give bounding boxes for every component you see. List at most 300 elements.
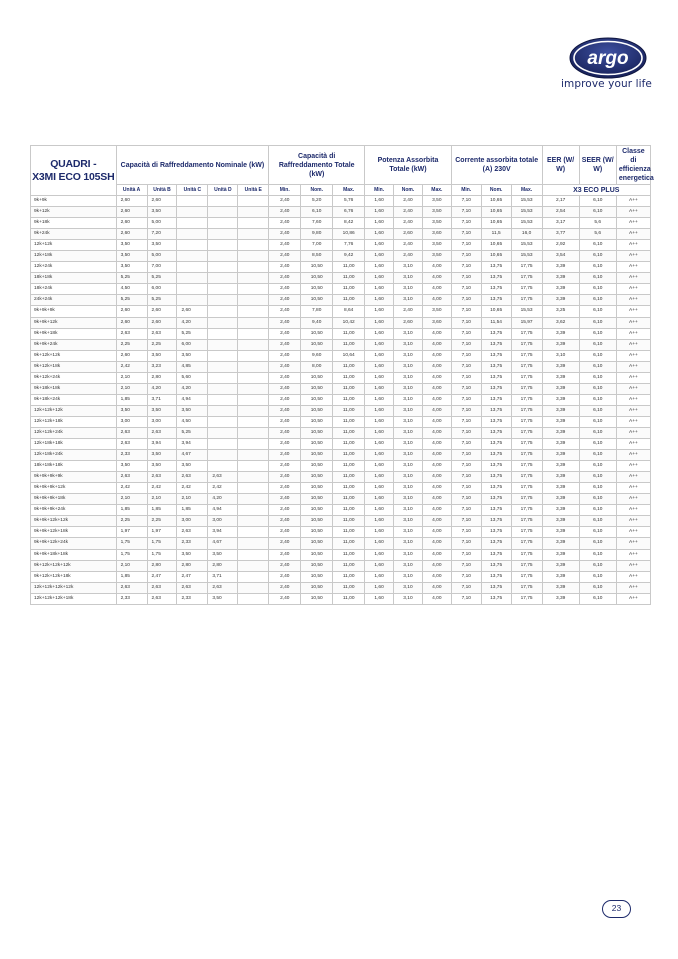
table-cell: 5,76 bbox=[333, 196, 365, 207]
table-cell: 11,00 bbox=[333, 439, 365, 450]
table-cell: 3,10 bbox=[394, 350, 423, 361]
header-row-sub bbox=[31, 185, 651, 196]
table-cell: 13,75 bbox=[481, 284, 511, 295]
table-cell: 2,42 bbox=[147, 483, 177, 494]
table-cell: 3,25 bbox=[542, 306, 579, 317]
table-cell: 11,00 bbox=[333, 339, 365, 350]
table-cell: 2,10 bbox=[147, 494, 177, 505]
table-cell: 2,63 bbox=[147, 328, 177, 339]
table-cell: 15,97 bbox=[511, 317, 542, 328]
table-cell: 13,75 bbox=[481, 262, 511, 273]
table-cell: 10,65 bbox=[481, 306, 511, 317]
combination-cell: 12k+12k+12k bbox=[31, 405, 117, 416]
table-cell: 3,39 bbox=[542, 538, 579, 549]
table-cell: 10,50 bbox=[301, 372, 333, 383]
cooling-capacity-total-header: Capacità di Raffreddamento Totale (kW) bbox=[269, 146, 365, 185]
table-row bbox=[31, 450, 651, 461]
table-cell: 2,25 bbox=[147, 339, 177, 350]
table-cell: 2,60 bbox=[394, 229, 423, 240]
table-cell: 17,75 bbox=[511, 549, 542, 560]
table-cell: 2,63 bbox=[116, 439, 147, 450]
table-cell: 10,50 bbox=[301, 483, 333, 494]
header-row-main bbox=[31, 146, 651, 185]
table-cell: 4,00 bbox=[422, 394, 451, 405]
table-cell: 1,60 bbox=[365, 527, 394, 538]
table-cell: 8,50 bbox=[301, 251, 333, 262]
table-cell bbox=[238, 383, 269, 394]
table-row bbox=[31, 416, 651, 427]
table-cell: 4,20 bbox=[177, 383, 208, 394]
table-row bbox=[31, 196, 651, 207]
table-cell: 4,67 bbox=[208, 538, 238, 549]
table-cell: 1,60 bbox=[365, 450, 394, 461]
table-cell: 3,10 bbox=[394, 549, 423, 560]
table-row bbox=[31, 350, 651, 361]
table-cell: 10,50 bbox=[301, 516, 333, 527]
table-cell: 3,50 bbox=[147, 461, 177, 472]
table-cell bbox=[177, 273, 208, 284]
table-cell: A++ bbox=[616, 516, 650, 527]
table-cell: 1,85 bbox=[177, 505, 208, 516]
table-cell: 11,00 bbox=[333, 416, 365, 427]
table-cell: 7,10 bbox=[451, 251, 481, 262]
table-cell: 17,75 bbox=[511, 560, 542, 571]
table-row bbox=[31, 549, 651, 560]
table-cell: 6,10 bbox=[579, 350, 616, 361]
table-cell: 6,10 bbox=[579, 383, 616, 394]
table-cell: 3,10 bbox=[394, 273, 423, 284]
table-cell: 6,10 bbox=[579, 295, 616, 306]
table-cell: 4,20 bbox=[147, 383, 177, 394]
table-cell: 4,00 bbox=[422, 516, 451, 527]
table-cell: 3,39 bbox=[542, 339, 579, 350]
table-cell: 13,75 bbox=[481, 593, 511, 604]
table-cell: 5,25 bbox=[147, 295, 177, 306]
table-cell: 3,10 bbox=[394, 593, 423, 604]
table-cell: 1,60 bbox=[365, 295, 394, 306]
table-cell: 4,50 bbox=[177, 416, 208, 427]
table-cell: 2,40 bbox=[269, 571, 301, 582]
table-cell: 13,75 bbox=[481, 560, 511, 571]
table-cell bbox=[208, 251, 238, 262]
seer-header: SEER (W/ W) bbox=[579, 146, 616, 185]
table-cell: 4,00 bbox=[422, 372, 451, 383]
table-cell: 10,50 bbox=[301, 328, 333, 339]
table-cell: 10,50 bbox=[301, 582, 333, 593]
table-cell: 3,10 bbox=[394, 339, 423, 350]
argo-logo-mark bbox=[568, 35, 648, 81]
table-cell bbox=[238, 582, 269, 593]
table-cell: 1,60 bbox=[365, 505, 394, 516]
table-cell: 1,60 bbox=[365, 516, 394, 527]
combination-cell: 12k+12k+24k bbox=[31, 427, 117, 438]
table-cell: A++ bbox=[616, 262, 650, 273]
table-cell: 6,10 bbox=[579, 251, 616, 262]
table-cell: 2,40 bbox=[394, 306, 423, 317]
table-cell: 11,00 bbox=[333, 516, 365, 527]
table-cell: 1,60 bbox=[365, 427, 394, 438]
table-cell: 2,42 bbox=[208, 483, 238, 494]
table-cell: 2,10 bbox=[116, 372, 147, 383]
table-cell: 6,10 bbox=[579, 372, 616, 383]
sub-header: Unità E bbox=[238, 185, 269, 196]
table-cell: 2,60 bbox=[147, 317, 177, 328]
table-cell: 2,63 bbox=[116, 472, 147, 483]
table-cell: 3,39 bbox=[542, 582, 579, 593]
table-cell: 10,50 bbox=[301, 394, 333, 405]
table-cell: 3,39 bbox=[542, 527, 579, 538]
table-cell: 2,60 bbox=[147, 306, 177, 317]
table-cell: 2,42 bbox=[116, 483, 147, 494]
table-cell: 1,75 bbox=[147, 538, 177, 549]
table-cell: 10,50 bbox=[301, 383, 333, 394]
table-cell bbox=[177, 229, 208, 240]
table-cell: 10,50 bbox=[301, 560, 333, 571]
table-cell: A++ bbox=[616, 306, 650, 317]
table-cell: 1,60 bbox=[365, 339, 394, 350]
table-cell: 5,60 bbox=[177, 372, 208, 383]
table-cell: 3,10 bbox=[394, 394, 423, 405]
table-cell bbox=[238, 262, 269, 273]
table-cell: 2,40 bbox=[269, 372, 301, 383]
table-cell: 2,40 bbox=[269, 240, 301, 251]
table-cell: 2,60 bbox=[116, 207, 147, 218]
table-cell: 10,50 bbox=[301, 405, 333, 416]
table-cell: 13,75 bbox=[481, 383, 511, 394]
table-cell: 4,94 bbox=[177, 394, 208, 405]
table-cell: 2,40 bbox=[269, 582, 301, 593]
table-cell: 6,10 bbox=[579, 461, 616, 472]
table-cell: 7,10 bbox=[451, 560, 481, 571]
table-cell: 3,39 bbox=[542, 394, 579, 405]
table-cell bbox=[208, 394, 238, 405]
table-cell: 4,00 bbox=[422, 439, 451, 450]
table-cell: 6,10 bbox=[579, 284, 616, 295]
table-cell: 4,20 bbox=[208, 494, 238, 505]
sub-header: Unità D bbox=[208, 185, 238, 196]
table-cell: 1,85 bbox=[116, 505, 147, 516]
table-row bbox=[31, 339, 651, 350]
sub-header: Max. bbox=[333, 185, 365, 196]
table-cell: 2,40 bbox=[269, 262, 301, 273]
table-cell bbox=[177, 207, 208, 218]
table-cell: 4,00 bbox=[422, 427, 451, 438]
table-cell: 3,10 bbox=[394, 262, 423, 273]
table-cell: 4,00 bbox=[422, 361, 451, 372]
table-cell: 1,60 bbox=[365, 306, 394, 317]
table-cell: 4,67 bbox=[177, 450, 208, 461]
table-cell: 1,60 bbox=[365, 593, 394, 604]
table-cell: 3,39 bbox=[542, 472, 579, 483]
table-cell: 13,75 bbox=[481, 439, 511, 450]
table-cell: 7,10 bbox=[451, 494, 481, 505]
table-row bbox=[31, 295, 651, 306]
table-cell: 10,50 bbox=[301, 593, 333, 604]
table-cell: 1,60 bbox=[365, 483, 394, 494]
table-cell: 4,00 bbox=[422, 450, 451, 461]
table-cell: 17,75 bbox=[511, 273, 542, 284]
table-cell: 17,75 bbox=[511, 339, 542, 350]
sub-header: Min. bbox=[269, 185, 301, 196]
table-cell: 4,00 bbox=[422, 472, 451, 483]
energy-class-header: Classe di efficienza energetica bbox=[616, 146, 650, 185]
table-cell: 8,42 bbox=[333, 218, 365, 229]
table-cell bbox=[238, 394, 269, 405]
table-cell: 1,60 bbox=[365, 273, 394, 284]
table-cell: 13,75 bbox=[481, 372, 511, 383]
table-cell: 2,40 bbox=[269, 416, 301, 427]
table-cell: 13,75 bbox=[481, 273, 511, 284]
table-cell: 6,10 bbox=[579, 328, 616, 339]
table-cell: 1,60 bbox=[365, 240, 394, 251]
table-cell: 3,50 bbox=[208, 593, 238, 604]
combination-cell: 9k+12k+12k+18k bbox=[31, 571, 117, 582]
table-cell: 3,50 bbox=[422, 306, 451, 317]
table-cell: 7,00 bbox=[147, 262, 177, 273]
table-cell: 4,00 bbox=[422, 416, 451, 427]
table-cell: 2,80 bbox=[147, 560, 177, 571]
table-cell: 9,80 bbox=[301, 229, 333, 240]
table-cell: A++ bbox=[616, 394, 650, 405]
table-cell: 4,00 bbox=[422, 405, 451, 416]
table-cell: 5,25 bbox=[116, 295, 147, 306]
table-cell: A++ bbox=[616, 372, 650, 383]
combination-cell: 12k+12k+12k+18k bbox=[31, 593, 117, 604]
table-row bbox=[31, 273, 651, 284]
table-cell: 2,42 bbox=[116, 361, 147, 372]
table-cell: 3,50 bbox=[177, 549, 208, 560]
table-cell: 6,00 bbox=[147, 284, 177, 295]
table-cell: 2,40 bbox=[269, 251, 301, 262]
table-cell: 6,10 bbox=[579, 273, 616, 284]
table-cell: 17,75 bbox=[511, 439, 542, 450]
table-cell: 13,75 bbox=[481, 472, 511, 483]
table-cell: A++ bbox=[616, 317, 650, 328]
combination-cell: 12k+18k bbox=[31, 251, 117, 262]
table-cell: 7,10 bbox=[451, 483, 481, 494]
table-cell: 3,10 bbox=[394, 427, 423, 438]
table-cell: 13,75 bbox=[481, 571, 511, 582]
table-cell: 2,17 bbox=[542, 196, 579, 207]
table-cell: 2,80 bbox=[208, 560, 238, 571]
table-cell: 3,39 bbox=[542, 416, 579, 427]
table-cell: 6,10 bbox=[579, 361, 616, 372]
table-cell: 10,50 bbox=[301, 295, 333, 306]
table-cell: 6,10 bbox=[579, 196, 616, 207]
table-row bbox=[31, 284, 651, 295]
table-cell: 2,10 bbox=[116, 560, 147, 571]
table-cell: 3,39 bbox=[542, 461, 579, 472]
table-cell bbox=[238, 251, 269, 262]
table-cell: 13,75 bbox=[481, 361, 511, 372]
table-cell bbox=[177, 240, 208, 251]
table-cell: 2,40 bbox=[269, 472, 301, 483]
table-cell: 4,20 bbox=[177, 317, 208, 328]
table-cell: 6,10 bbox=[579, 571, 616, 582]
table-row bbox=[31, 483, 651, 494]
table-cell: 11,00 bbox=[333, 582, 365, 593]
table-cell: 7,10 bbox=[451, 538, 481, 549]
table-cell: 7,10 bbox=[451, 339, 481, 350]
sub-header: Unità C bbox=[177, 185, 208, 196]
table-cell: A++ bbox=[616, 196, 650, 207]
table-cell: 5,25 bbox=[147, 273, 177, 284]
table-cell: 2,40 bbox=[269, 339, 301, 350]
table-cell: 16,0 bbox=[511, 229, 542, 240]
table-cell: 2,40 bbox=[394, 207, 423, 218]
table-cell bbox=[208, 427, 238, 438]
table-cell: 6,10 bbox=[301, 207, 333, 218]
table-cell: 5,6 bbox=[579, 229, 616, 240]
table-cell: 11,00 bbox=[333, 461, 365, 472]
table-cell: 17,75 bbox=[511, 350, 542, 361]
table-cell: A++ bbox=[616, 527, 650, 538]
table-cell bbox=[238, 427, 269, 438]
table-cell: 3,10 bbox=[394, 405, 423, 416]
table-cell: 5,25 bbox=[177, 427, 208, 438]
table-cell: 11,00 bbox=[333, 383, 365, 394]
table-cell: 17,75 bbox=[511, 461, 542, 472]
table-cell: 1,85 bbox=[147, 505, 177, 516]
table-cell bbox=[208, 405, 238, 416]
table-cell: 3,39 bbox=[542, 361, 579, 372]
table-cell: 6,10 bbox=[579, 207, 616, 218]
table-cell: 11,00 bbox=[333, 328, 365, 339]
combination-cell: 9k+12k+12k+12k bbox=[31, 560, 117, 571]
table-cell bbox=[238, 505, 269, 516]
table-cell: 3,50 bbox=[116, 461, 147, 472]
table-cell: 2,10 bbox=[177, 494, 208, 505]
table-cell: 2,40 bbox=[269, 218, 301, 229]
table-cell: 3,60 bbox=[422, 317, 451, 328]
table-cell: 3,10 bbox=[394, 582, 423, 593]
table-cell: 3,39 bbox=[542, 328, 579, 339]
logo-text: argo bbox=[587, 48, 629, 69]
table-cell: 3,77 bbox=[542, 229, 579, 240]
table-row bbox=[31, 516, 651, 527]
table-cell: 6,10 bbox=[579, 427, 616, 438]
table-cell: 17,75 bbox=[511, 593, 542, 604]
sub-header: Nom. bbox=[394, 185, 423, 196]
table-cell: 6,10 bbox=[579, 339, 616, 350]
table-cell: 10,50 bbox=[301, 494, 333, 505]
table-cell: 17,75 bbox=[511, 483, 542, 494]
combination-cell: 12k+24k bbox=[31, 262, 117, 273]
table-cell bbox=[238, 339, 269, 350]
table-cell: 6,10 bbox=[579, 405, 616, 416]
table-row bbox=[31, 593, 651, 604]
table-cell: 3,39 bbox=[542, 483, 579, 494]
table-cell: 4,85 bbox=[177, 361, 208, 372]
table-cell: A++ bbox=[616, 549, 650, 560]
current-absorbed-header: Corrente assorbita totale (A) 230V bbox=[451, 146, 542, 185]
table-cell: 7,10 bbox=[451, 240, 481, 251]
table-cell: 13,75 bbox=[481, 416, 511, 427]
table-cell bbox=[177, 284, 208, 295]
table-cell: 4,00 bbox=[422, 527, 451, 538]
table-cell: 3,39 bbox=[542, 494, 579, 505]
table-cell: 3,50 bbox=[422, 251, 451, 262]
table-cell: 10,50 bbox=[301, 505, 333, 516]
table-cell: 1,60 bbox=[365, 394, 394, 405]
table-cell: 6,10 bbox=[579, 240, 616, 251]
table-cell: 6,10 bbox=[579, 527, 616, 538]
table-cell: 1,60 bbox=[365, 229, 394, 240]
table-cell: 3,10 bbox=[394, 516, 423, 527]
table-cell: 13,75 bbox=[481, 527, 511, 538]
table-cell: 13,75 bbox=[481, 394, 511, 405]
power-absorbed-header: Potenza Assorbita Totale (kW) bbox=[365, 146, 452, 185]
table-cell: 2,54 bbox=[542, 207, 579, 218]
table-cell: 3,10 bbox=[542, 350, 579, 361]
table-cell: 1,60 bbox=[365, 251, 394, 262]
table-cell: 2,40 bbox=[269, 527, 301, 538]
table-cell bbox=[238, 328, 269, 339]
sub-header: Unità B bbox=[147, 185, 177, 196]
table-cell: 2,63 bbox=[147, 427, 177, 438]
table-cell: 2,40 bbox=[269, 439, 301, 450]
table-cell: 2,25 bbox=[116, 339, 147, 350]
table-cell: 4,94 bbox=[208, 505, 238, 516]
combination-cell: 9k+9k bbox=[31, 196, 117, 207]
table-cell: 13,75 bbox=[481, 538, 511, 549]
table-cell: 2,40 bbox=[269, 494, 301, 505]
table-cell: 2,60 bbox=[394, 317, 423, 328]
table-cell: 11,00 bbox=[333, 284, 365, 295]
table-cell: 6,10 bbox=[579, 416, 616, 427]
table-cell: 7,10 bbox=[451, 450, 481, 461]
combination-cell: 9k+9k+9k+9k bbox=[31, 472, 117, 483]
table-cell: 2,47 bbox=[177, 571, 208, 582]
table-cell: 7,10 bbox=[451, 207, 481, 218]
cooling-capacity-nominal-header: Capacità di Raffreddamento Nominale (kW) bbox=[116, 146, 269, 185]
table-cell bbox=[208, 262, 238, 273]
table-cell: A++ bbox=[616, 439, 650, 450]
table-cell: 9,42 bbox=[333, 251, 365, 262]
table-cell: 9,60 bbox=[301, 350, 333, 361]
table-cell: 2,40 bbox=[394, 251, 423, 262]
table-row bbox=[31, 582, 651, 593]
table-cell bbox=[208, 273, 238, 284]
table-cell: 3,50 bbox=[208, 549, 238, 560]
table-cell: 4,00 bbox=[422, 582, 451, 593]
table-cell: 7,10 bbox=[451, 295, 481, 306]
table-cell: 3,10 bbox=[394, 483, 423, 494]
table-cell: 17,75 bbox=[511, 383, 542, 394]
combination-cell: 9k+9k+9k+24k bbox=[31, 505, 117, 516]
table-cell: 10,86 bbox=[333, 229, 365, 240]
table-row bbox=[31, 494, 651, 505]
table-cell: 7,10 bbox=[451, 273, 481, 284]
table-cell bbox=[208, 372, 238, 383]
table-cell: 2,63 bbox=[208, 472, 238, 483]
table-cell bbox=[238, 450, 269, 461]
table-cell: 6,10 bbox=[579, 317, 616, 328]
table-row bbox=[31, 427, 651, 438]
table-cell: 10,64 bbox=[333, 350, 365, 361]
table-cell: 11,00 bbox=[333, 505, 365, 516]
table-cell: 2,60 bbox=[147, 196, 177, 207]
spec-table bbox=[30, 145, 654, 605]
table-cell: 3,94 bbox=[208, 527, 238, 538]
table-cell: 2,63 bbox=[116, 582, 147, 593]
table-cell: 2,33 bbox=[177, 538, 208, 549]
table-cell: 1,60 bbox=[365, 439, 394, 450]
table-cell: 3,50 bbox=[422, 207, 451, 218]
table-cell: 3,39 bbox=[542, 383, 579, 394]
table-cell bbox=[208, 295, 238, 306]
table-cell: A++ bbox=[616, 450, 650, 461]
